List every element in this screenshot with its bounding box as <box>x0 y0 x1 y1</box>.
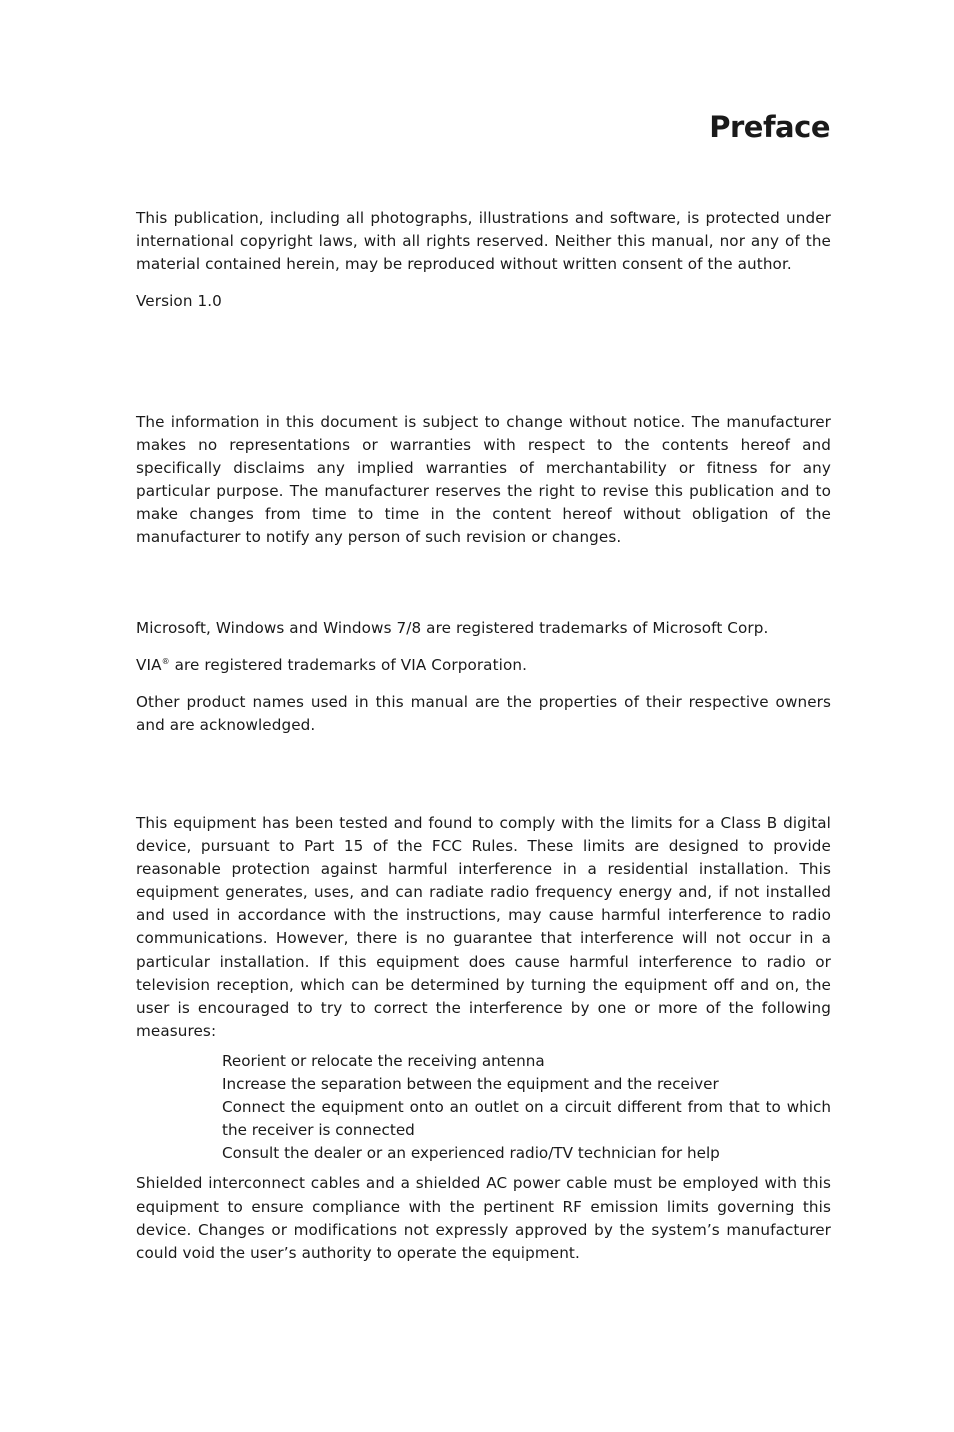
via-text: are registered trademarks of VIA Corporation. <box>169 656 528 675</box>
fcc-paragraph: This equipment has been tested and found to comply with the limits for a Class B digital device, pursuant to Part 15 of the FCC Rules. These limits are designed to provide reasonable protection against harmful interference in a residential installation. This equipment generates, uses, and can radiate radio frequency energy and, if not installed and used in accordance with the instructions, may cause harmful interference to radio communications. However, there is no guarantee that interference will not occur in a particular installation. If this equipment does cause harmful interference to radio or television reception, which can be determined by turning the equipment off and on, the user is encouraged to try to correct the interference by one or more of the following measures: <box>136 814 831 1040</box>
registered-mark: ® <box>161 657 170 667</box>
version-label: Version 1.0 <box>136 292 222 311</box>
trademark-microsoft: Microsoft, Windows and Windows 7/8 are registered trademarks of Microsoft Corp. <box>136 619 769 637</box>
fcc-closing-paragraph: Shielded interconnect cables and a shielded AC power cable must be employed with this equipment to ensure compliance with the pertinent RF emission limits governing this device. Changes or modifications not expressly approved by the system’s manufacturer could void the user’s authority to operate the equipment. <box>136 1174 831 1262</box>
list-item: Reorient or relocate the receiving antenna <box>222 1051 545 1070</box>
list-item: Increase the separation between the equipment and the receiver <box>222 1075 719 1094</box>
disclaimer-section <box>136 411 831 550</box>
disclaimer-paragraph: The information in this document is subject to change without notice. The manufacturer makes no representations or warranties with respect to the contents hereof and specifically disclaims any implied warranties of merchantability or fitness for any particular purpose. The manufacturer reserves the right to revise this publication and to make changes from time to time in the content hereof without obligation of the manufacturer to notify any person of such revision or changes. <box>136 413 831 547</box>
fcc-section <box>136 812 831 1265</box>
via-brand: VIA <box>136 656 162 675</box>
trademark-others: Other product names used in this manual are the properties of their respective owners and are acknowledged. <box>136 693 831 735</box>
measures-list <box>136 1050 831 1165</box>
page-title: Preface <box>709 110 830 144</box>
copyright-section <box>136 207 831 313</box>
list-item: Connect the equipment onto an outlet on a circuit different from that to which the receiver is connected <box>222 1098 831 1140</box>
copyright-paragraph: This publication, including all photographs, illustrations and software, is protected under international copyright laws, with all rights reserved. Neither this manual, nor any of the material contained herein, may be reproduced without written consent of the author. <box>136 209 831 274</box>
trademark-via <box>136 654 831 677</box>
list-item: Consult the dealer or an experienced radio/TV technician for help <box>222 1144 720 1163</box>
trademarks-section <box>136 617 831 737</box>
